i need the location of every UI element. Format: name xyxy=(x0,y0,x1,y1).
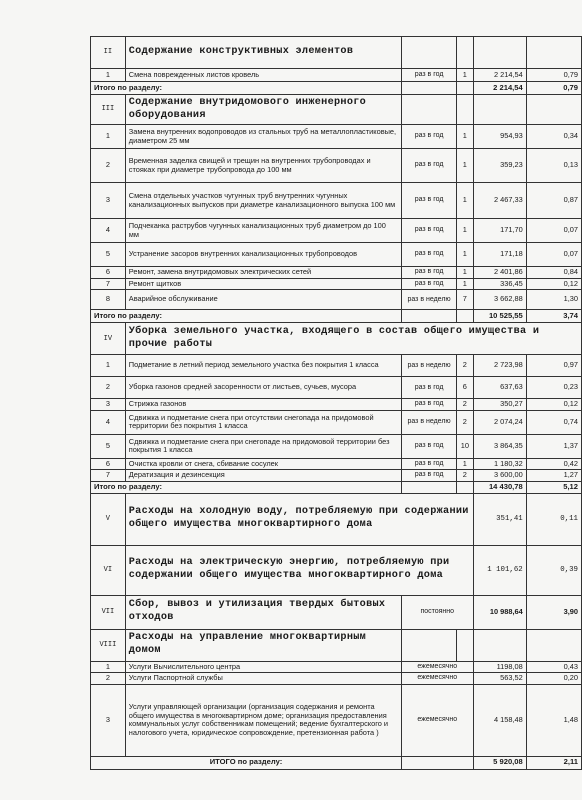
section-row-single: VI Расходы на электрическую энергию, потребляемую при содержании общего имущества многоквартирного дома 1 101,62 0,39 xyxy=(91,545,582,595)
table-row: 7 Дератизация и дезинсекция раз в год 2 3 600,00 1,27 xyxy=(91,470,582,482)
section-row-single: VII Сбор, вывоз и утилизация твердых бытовых отходов постоянно 10 988,64 3,90 xyxy=(91,595,582,629)
table-row: 5 Устранение засоров внутренних канализационных трубопроводов раз в год 1 171,18 0,07 xyxy=(91,243,582,267)
table-row: 7 Ремонт щитков раз в год 1 336,45 0,12 xyxy=(91,278,582,290)
section-number: VI xyxy=(91,545,126,595)
section-number: III xyxy=(91,95,126,125)
table-row: 2 Временная заделка свищей и трещин на внутренних трубопроводах и стояках при диаметре трубопровода до 100 мм раз в год 1 359,23 0,13 xyxy=(91,149,582,183)
section-title: Содержание конструктивных элементов xyxy=(125,37,401,69)
section-title: Расходы на управление многоквартирным домом xyxy=(125,629,401,661)
section-number: VIII xyxy=(91,629,126,661)
section-header xyxy=(91,629,582,661)
section-number: V xyxy=(91,493,126,545)
table-row: 1 Услуги Вычислительного центра ежемесячно 1198,08 0,43 xyxy=(91,661,582,673)
section-title: Расходы на электрическую энергию, потребляемую при содержании общего имущества многоквартирного дома xyxy=(125,545,473,595)
section-title: Содержание внутридомового инженерного оборудования xyxy=(125,95,401,125)
section-title: Сбор, вывоз и утилизация твердых бытовых отходов xyxy=(125,595,401,629)
tariff-table-sheet xyxy=(90,36,582,800)
table-row: 2 Уборка газонов средней засоренности от листьев, сучьев, мусора раз в год 6 637,63 0,23 xyxy=(91,377,582,399)
section-number: II xyxy=(91,37,126,69)
table-row: 1 Замена внутренних водопроводов из стальных труб на металлопластиковые, диаметром 25 мм раз в год 1 954,93 0,34 xyxy=(91,125,582,149)
table-row: 1 Подметание в летний период земельного участка без покрытия 1 класса раз в неделю 2 2 723,98 0,97 xyxy=(91,355,582,377)
works-table xyxy=(90,36,582,770)
table-row: 2 Услуги Паспортной службы ежемесячно 563,52 0,20 xyxy=(91,673,582,685)
work-name: Смена поврежденных листов кровель xyxy=(125,69,401,82)
table-row: 3 Стрижка газонов раз в год 2 350,27 0,12 xyxy=(91,399,582,411)
table-row: 3 Услуги управляющей организации (организация содержания и ремонта общего имущества в многоквартирном доме; организация предоставления коммунальных услуг собственникам помещений; ведение бухгалтерского и налогового учета, юридическое сопровождение, претензионная работа ) ежемесячно 4 158,48 1,48 xyxy=(91,684,582,756)
section-total-row: ИТОГО по разделу: 5 920,08 2,11 xyxy=(91,756,582,769)
table-row: 4 Подчеканка раструбов чугунных канализационных труб диаметром до 100 мм раз в год 1 171,70 0,07 xyxy=(91,219,582,243)
table-row: 4 Сдвижка и подметание снега при отсутствии снегопада на придомовой территории без покрытия 1 класса раз в неделю 2 2 074,24 0,74 xyxy=(91,410,582,434)
section-header xyxy=(91,323,582,355)
section-row-single: V Расходы на холодную воду, потребляемую при содержании общего имущества многоквартирного дома 351,41 0,11 xyxy=(91,493,582,545)
table-row: 6 Ремонт, замена внутридомовых электрических сетей раз в год 1 2 401,86 0,84 xyxy=(91,267,582,279)
section-number: IV xyxy=(91,323,126,355)
table-row: 3 Смена отдельных участков чугунных труб внутренних чугунных канализационных выпусков при диаметре канализационного выпуска 100 мм раз в год 1 2 467,33 0,87 xyxy=(91,183,582,219)
section-title: Расходы на холодную воду, потребляемую при содержании общего имущества многоквартирного дома xyxy=(125,493,473,545)
section-number: VII xyxy=(91,595,126,629)
section-total-row: Итого по разделу: 10 525,55 3,74 xyxy=(91,310,582,323)
table-row: 6 Очистка кровли от снега, сбивание сосулек раз в год 1 1 180,32 0,42 xyxy=(91,458,582,470)
section-total-row: Итого по разделу: 2 214,54 0,79 xyxy=(91,82,582,95)
table-row: 1 Смена поврежденных листов кровель раз в год 1 2 214,54 0,79 xyxy=(91,69,582,82)
section-header xyxy=(91,37,582,69)
table-row: 5 Сдвижка и подметание снега при снегопаде на придомовой территории без покрытия 1 класса раз в год 10 3 864,35 1,37 xyxy=(91,434,582,458)
section-title: Уборка земельного участка, входящего в состав общего имущества и прочие работы xyxy=(125,323,581,355)
section-total-row: Итого по разделу: 14 430,78 5,12 xyxy=(91,481,582,493)
table-row: 8 Аварийное обслуживание раз в неделю 7 3 662,88 1,30 xyxy=(91,290,582,310)
section-header xyxy=(91,95,582,125)
